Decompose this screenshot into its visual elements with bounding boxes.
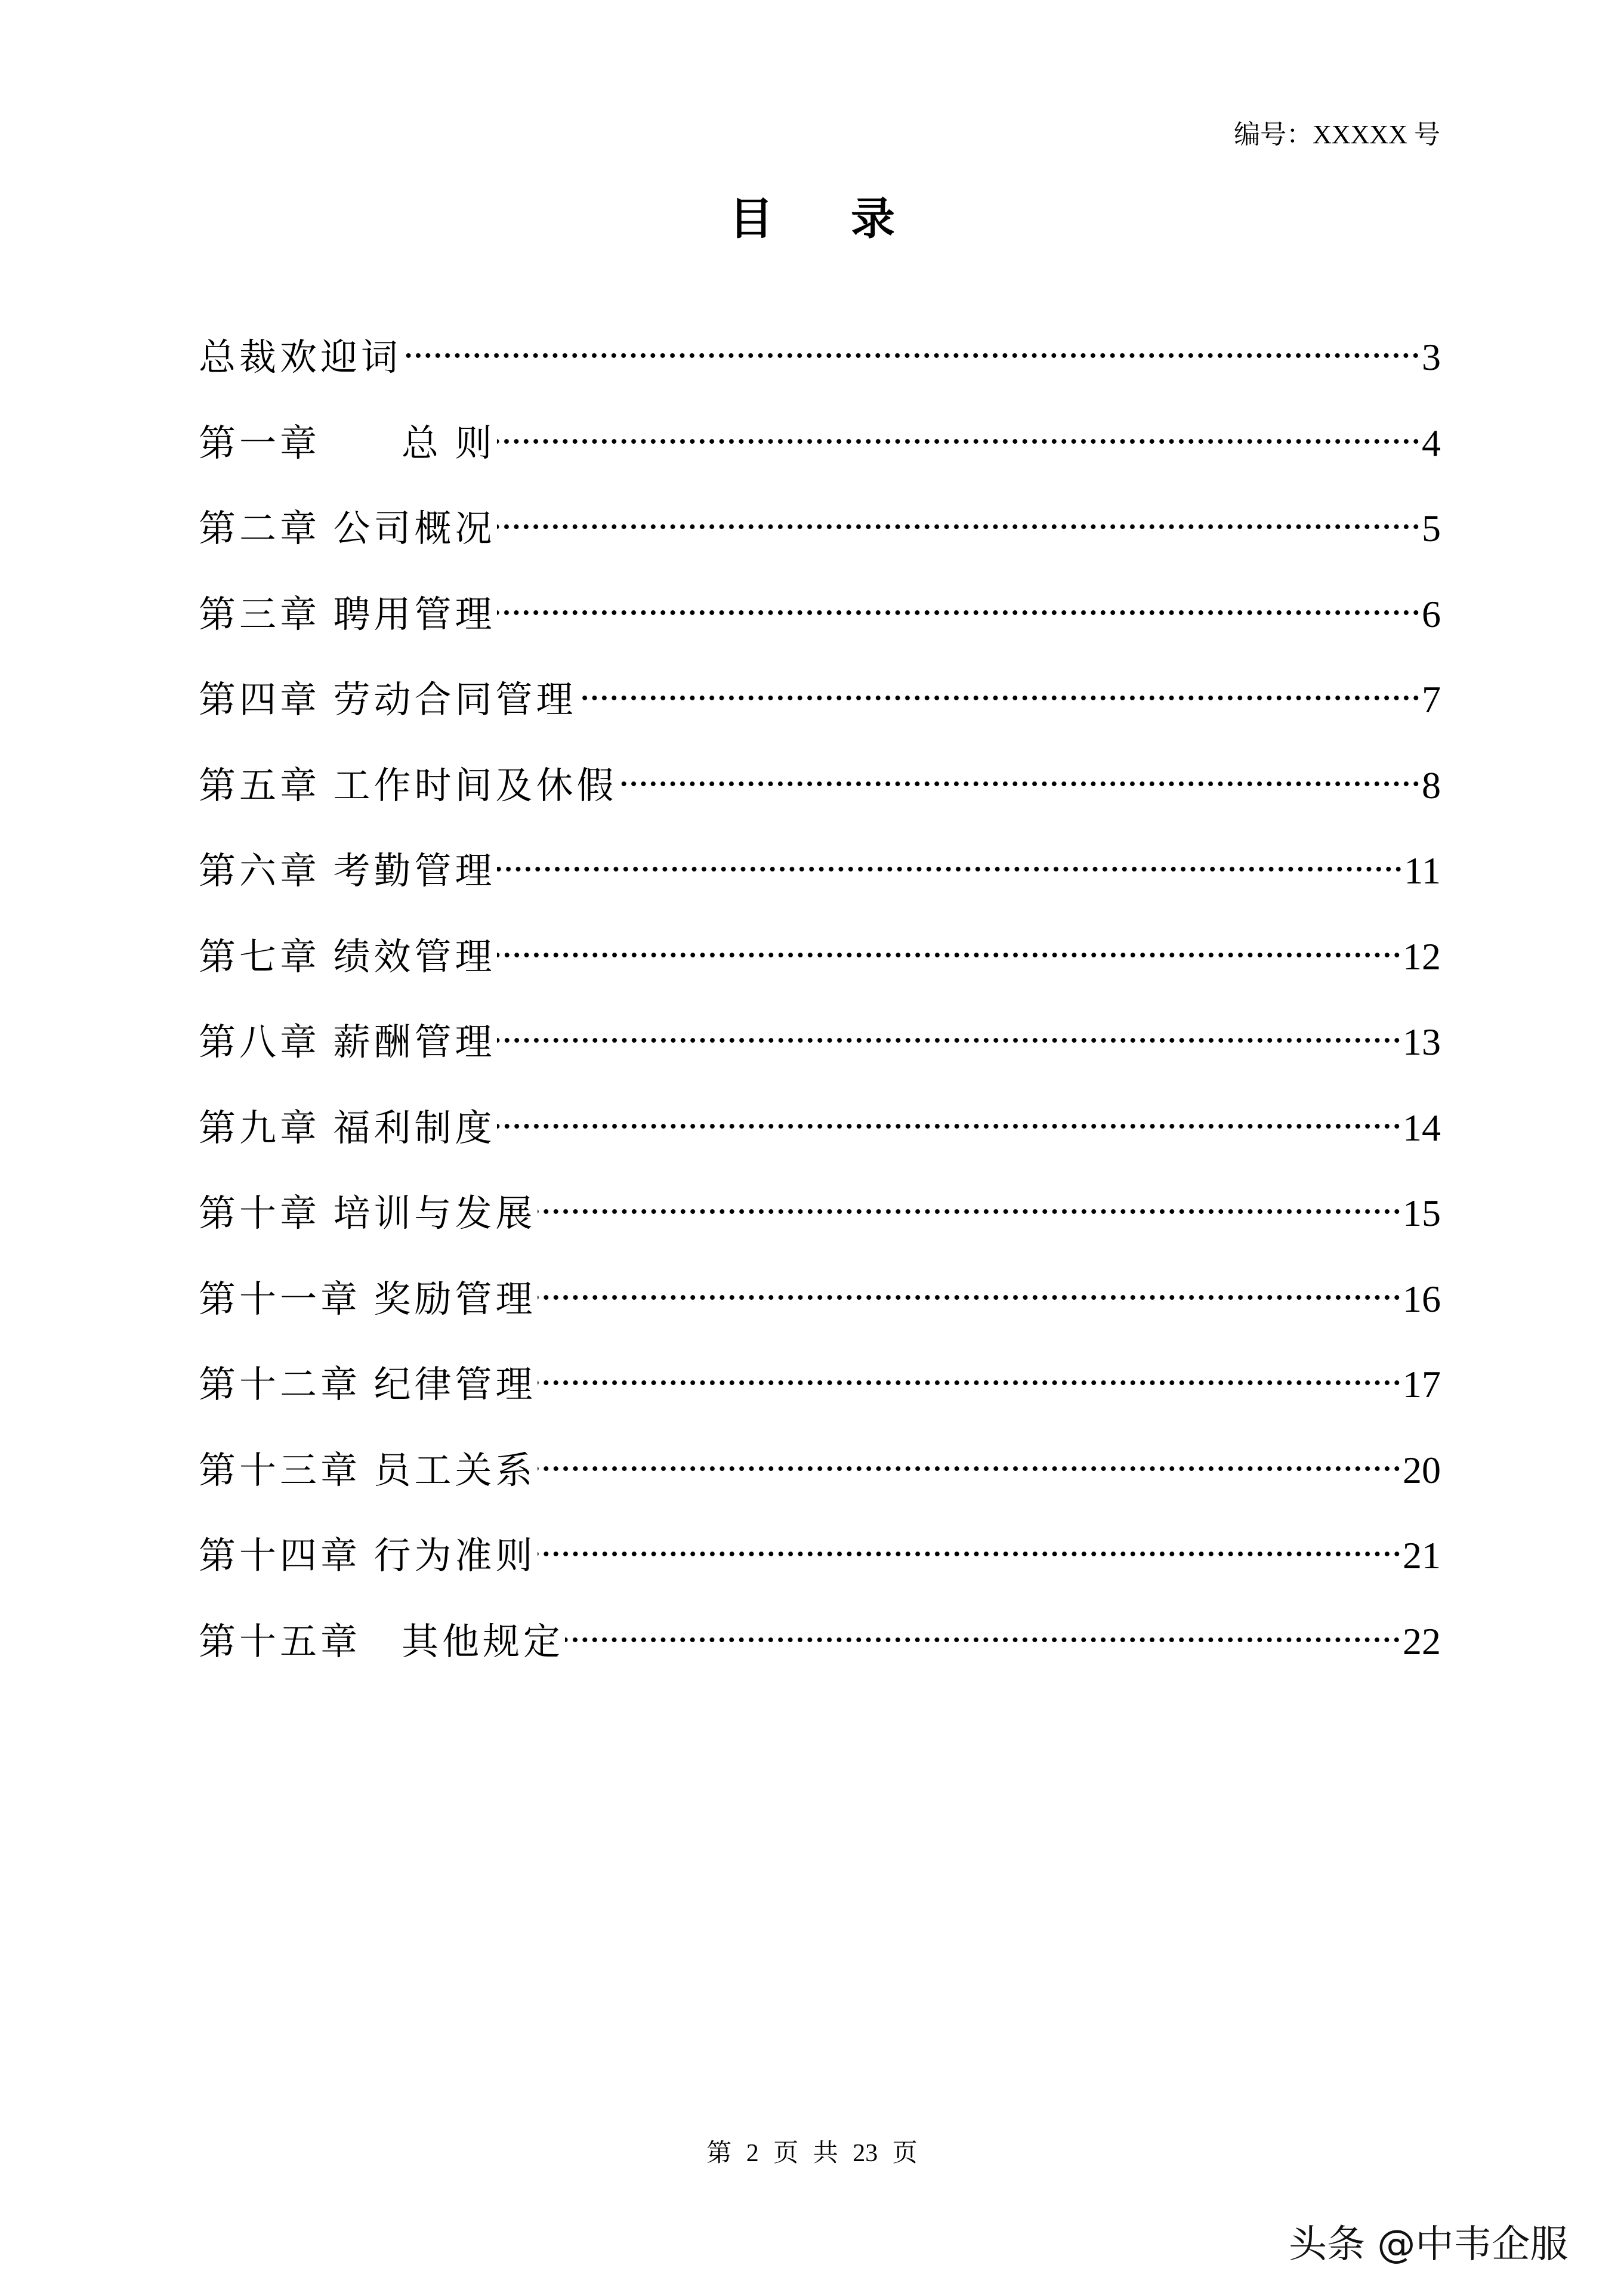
dot-leader [497, 408, 1421, 456]
toc-entry-label: 第六章 考勤管理 [199, 851, 496, 892]
toc-entry-label: 第十五章 其他规定 [199, 1621, 564, 1662]
dot-leader [538, 1178, 1401, 1226]
toc-entry-chapter-11[interactable] [199, 1264, 1441, 1350]
toc-title-right: 录 [851, 195, 895, 244]
toc-entry-page: 6 [1422, 592, 1441, 635]
dot-leader [538, 1435, 1401, 1483]
dot-leader [497, 922, 1401, 969]
toc-entry-chapter-14[interactable] [199, 1521, 1441, 1606]
toc-entry-label: 第八章 薪酬管理 [199, 1022, 496, 1063]
toc-entry-label: 第七章 绩效管理 [199, 937, 496, 978]
dot-leader [497, 579, 1421, 627]
toc-entry-page: 11 [1404, 849, 1441, 892]
toc-entry-chapter-9[interactable] [199, 1093, 1441, 1179]
table-of-contents [199, 322, 1441, 1692]
toc-entry-label: 第十三章 员工关系 [199, 1450, 536, 1491]
dot-leader [565, 1606, 1401, 1654]
toc-entry-label: 第三章 聘用管理 [199, 594, 496, 635]
toc-entry-label: 第十二章 纪律管理 [199, 1365, 536, 1405]
dot-leader [403, 322, 1421, 370]
toc-entry-page: 21 [1403, 1534, 1441, 1577]
dot-leader [578, 665, 1421, 712]
toc-entry-chapter-13[interactable] [199, 1435, 1441, 1521]
dot-leader [497, 493, 1421, 541]
toc-entry-label: 第一章 总 则 [199, 423, 496, 464]
toc-entry-page: 5 [1422, 507, 1441, 549]
toc-title [0, 190, 1624, 249]
toc-entry-page: 3 [1422, 336, 1441, 378]
toc-entry-page: 4 [1422, 421, 1441, 464]
dot-leader [497, 836, 1403, 883]
toc-entry-page: 14 [1403, 1106, 1441, 1149]
toc-entry-label: 第四章 劳动合同管理 [199, 680, 577, 721]
toc-entry-chapter-12[interactable] [199, 1349, 1441, 1435]
dot-leader [538, 1521, 1401, 1568]
toc-entry-chapter-10[interactable] [199, 1178, 1441, 1264]
toc-entry-page: 12 [1403, 935, 1441, 978]
toc-entry-label: 第九章 福利制度 [199, 1108, 496, 1149]
dot-leader [497, 1093, 1401, 1141]
source-watermark: 头条 @中韦企服 [1289, 2223, 1569, 2267]
toc-entry-page: 22 [1403, 1620, 1441, 1662]
toc-entry-label: 第十章 培训与发展 [199, 1194, 536, 1234]
toc-entry-chapter-1[interactable] [199, 408, 1441, 494]
document-number: 编号：XXXXX 号 [1234, 120, 1440, 149]
page-indicator: 第 2 页 共 23 页 [706, 2140, 918, 2167]
toc-title-left: 目 [729, 195, 773, 244]
dot-leader [538, 1349, 1401, 1397]
toc-entry-page: 17 [1403, 1363, 1441, 1405]
toc-entry-page: 7 [1422, 678, 1441, 721]
toc-entry-label: 第二章 公司概况 [199, 509, 496, 549]
toc-entry-page: 15 [1403, 1192, 1441, 1234]
dot-leader [619, 750, 1421, 798]
toc-entry-label: 第十四章 行为准则 [199, 1536, 536, 1577]
toc-entry-label: 第十一章 奖励管理 [199, 1279, 536, 1320]
toc-entry-page: 13 [1403, 1021, 1441, 1063]
toc-entry-page: 20 [1403, 1448, 1441, 1491]
toc-entry-chapter-3[interactable] [199, 579, 1441, 665]
toc-entry-chapter-15[interactable] [199, 1606, 1441, 1692]
toc-entry-welcome[interactable] [199, 322, 1441, 408]
toc-entry-chapter-7[interactable] [199, 922, 1441, 1008]
toc-entry-chapter-5[interactable] [199, 750, 1441, 836]
toc-entry-page: 16 [1403, 1277, 1441, 1320]
toc-entry-label: 第五章 工作时间及休假 [199, 765, 618, 806]
toc-entry-label: 总裁欢迎词 [199, 338, 402, 378]
toc-entry-page: 8 [1422, 764, 1441, 806]
dot-leader [497, 1007, 1401, 1055]
toc-entry-chapter-8[interactable] [199, 1007, 1441, 1093]
toc-entry-chapter-4[interactable] [199, 665, 1441, 750]
dot-leader [538, 1264, 1401, 1312]
toc-entry-chapter-6[interactable] [199, 836, 1441, 922]
toc-entry-chapter-2[interactable] [199, 493, 1441, 579]
